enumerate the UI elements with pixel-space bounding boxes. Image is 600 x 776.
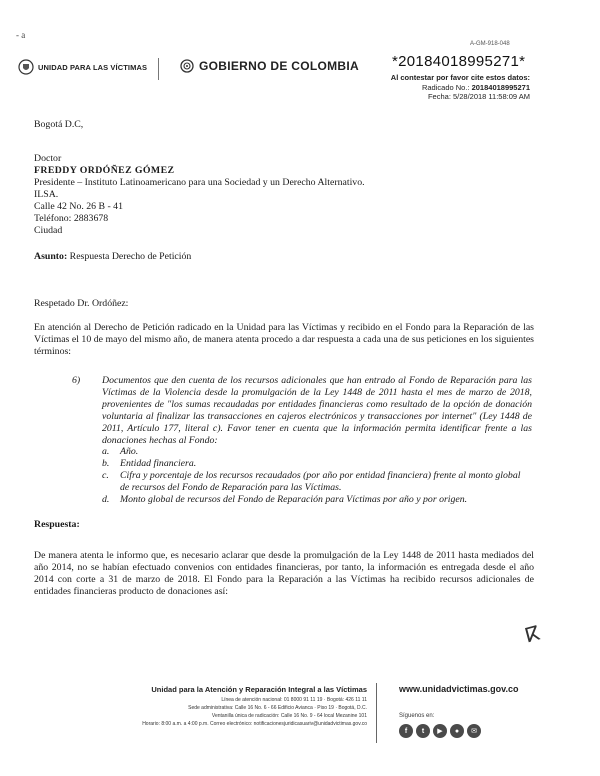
- recipient-phone: Teléfono: 2883678: [34, 213, 109, 224]
- radicado-note: Al contestar por favor cite estos datos:: [390, 73, 530, 82]
- salutation: Respetado Dr. Ordóñez:: [34, 298, 129, 309]
- government-logo: [180, 59, 359, 73]
- footer-line: Ventanilla única de radicación: Calle 16 No. 9 - 64 local Mezanine 101: [211, 713, 367, 720]
- request-number: 6): [72, 375, 81, 386]
- list-item-text: Entidad financiera.: [120, 458, 197, 469]
- footer-title: Unidad para la Atención y Reparación Integral a las Víctimas: [151, 685, 367, 694]
- corner-mark: - a: [16, 30, 26, 40]
- list-item-letter: b.: [102, 458, 110, 469]
- recipient-name: FREDDY ORDÓÑEZ GÓMEZ: [34, 165, 175, 176]
- follow-label: Síguenos en:: [399, 713, 435, 719]
- email-icon[interactable]: ✉: [467, 724, 481, 738]
- footer-contact: [90, 686, 367, 728]
- recipient-org: ILSA.: [34, 189, 59, 200]
- radicado-label: Radicado No.:: [421, 82, 472, 92]
- list-item: [102, 458, 532, 470]
- list-item-text: Cifra y porcentaje de los recursos recaudados (por año por entidad financiera) frente al monto global de recursos del Fondo de Reparación para las Víctimas.: [120, 470, 521, 493]
- initials-signature: ⴽ: [523, 622, 543, 648]
- facebook-icon[interactable]: f: [399, 724, 413, 738]
- footer-line: Sede administrativa: Calle 16 No. 6 - 66 Edificio Avianca · Piso 19 · Bogotá, D.C.: [188, 705, 367, 712]
- footer-line: Horario: 8:00 a.m. a 4:00 p.m. Correo electrónico: notificacionesjuridicasuariv@unidadvictimas.gov.co: [142, 721, 367, 728]
- radicado-date: Fecha: 5/28/2018 11:58:09 AM: [427, 92, 530, 101]
- document-code: A-GM-918-048: [470, 41, 510, 47]
- intro-paragraph: En atención al Derecho de Petición radicado en la Unidad para las Víctimas y recibido en el Fondo para la Reparación de las Víctimas el 10 de mayo del mismo año, de manera atenta procedo a dar respuesta a cada una de sus peticiones en los siguientes términos:: [34, 322, 534, 357]
- radicado-line: [391, 83, 530, 93]
- government-emblem-icon: [180, 59, 194, 73]
- request-sub-items: [102, 446, 532, 506]
- twitter-icon[interactable]: t: [416, 724, 430, 738]
- subject-line: [34, 251, 191, 263]
- logo-divider: [158, 58, 159, 80]
- youtube-icon[interactable]: ▶: [433, 724, 447, 738]
- recipient-title: Doctor: [34, 153, 62, 164]
- letter-city: Bogotá D.C,: [34, 119, 84, 130]
- coat-of-arms-icon: [18, 59, 34, 75]
- recipient-city: Ciudad: [34, 225, 63, 236]
- victims-unit-logo: [18, 59, 147, 75]
- list-item-text: Monto global de recursos del Fondo de Reparación para Víctimas por año y por origen.: [120, 494, 468, 505]
- government-logo-text: GOBIERNO DE COLOMBIA: [199, 59, 360, 73]
- radicado-barcode-text: *20184018995271*: [392, 53, 526, 70]
- response-paragraph: De manera atenta le informo que, es necesario aclarar que desde la promulgación de la Ley 1448 de 2011 hasta mediados del año 2014, no se habían efectuado convenios con entidades financieras, por tanto, la información es entregada desde el año 2014 con corte a 31 de marzo de 2018. El Fondo para la Reparación a las Víctimas ha recibido recursos adicionales de entidades financieras producto de donaciones así:: [34, 550, 534, 597]
- list-item-letter: d.: [102, 494, 110, 505]
- list-item: [102, 446, 532, 458]
- list-item-letter: c.: [102, 470, 109, 481]
- flickr-icon[interactable]: ●: [450, 724, 464, 738]
- request-text: Documentos que den cuenta de los recursos adicionales que han entrado al Fondo de Reparación para las Víctimas de la Violencia desde la promulgación de la Ley 1448 de 2011 hasta el mes de marzo de 2018, provenientes de "los sumas recaudadas por entidades financieras como resultado de la opción de donación voluntaria al finalizar las transacciones en cajeros electrónicos y transacciones por internet" (Ley 1448 de 2011, Artículo 177, literal c). Favor tener en cuenta que la información permita identificar frente a las donaciones hechas al Fondo:: [102, 375, 532, 446]
- radicado-info: [391, 73, 530, 102]
- recipient-address: Calle 42 No. 26 B - 41: [34, 201, 123, 212]
- recipient-block: [34, 153, 365, 237]
- list-item: [102, 470, 532, 494]
- subject-label: Asunto:: [34, 251, 68, 262]
- response-heading: Respuesta:: [34, 519, 80, 530]
- footer-line: Línea de atención nacional: 01 8000 91 11 19 · Bogotá: 426 11 11: [221, 697, 367, 704]
- recipient-position: Presidente – Instituto Latinoamericano para una Sociedad y un Derecho Alternativo.: [34, 177, 365, 188]
- subject-text: Respuesta Derecho de Petición: [69, 251, 192, 262]
- radicado-number: 20184018995271: [471, 82, 530, 92]
- social-icons: [399, 724, 481, 738]
- victims-unit-logo-text: UNIDAD PARA LAS VÍCTIMAS: [38, 62, 148, 72]
- footer-divider: [376, 683, 377, 743]
- list-item: [102, 494, 532, 506]
- list-item-text: Año.: [120, 446, 139, 457]
- list-item-letter: a.: [102, 446, 110, 457]
- website-link[interactable]: www.unidadvictimas.gov.co: [399, 684, 519, 694]
